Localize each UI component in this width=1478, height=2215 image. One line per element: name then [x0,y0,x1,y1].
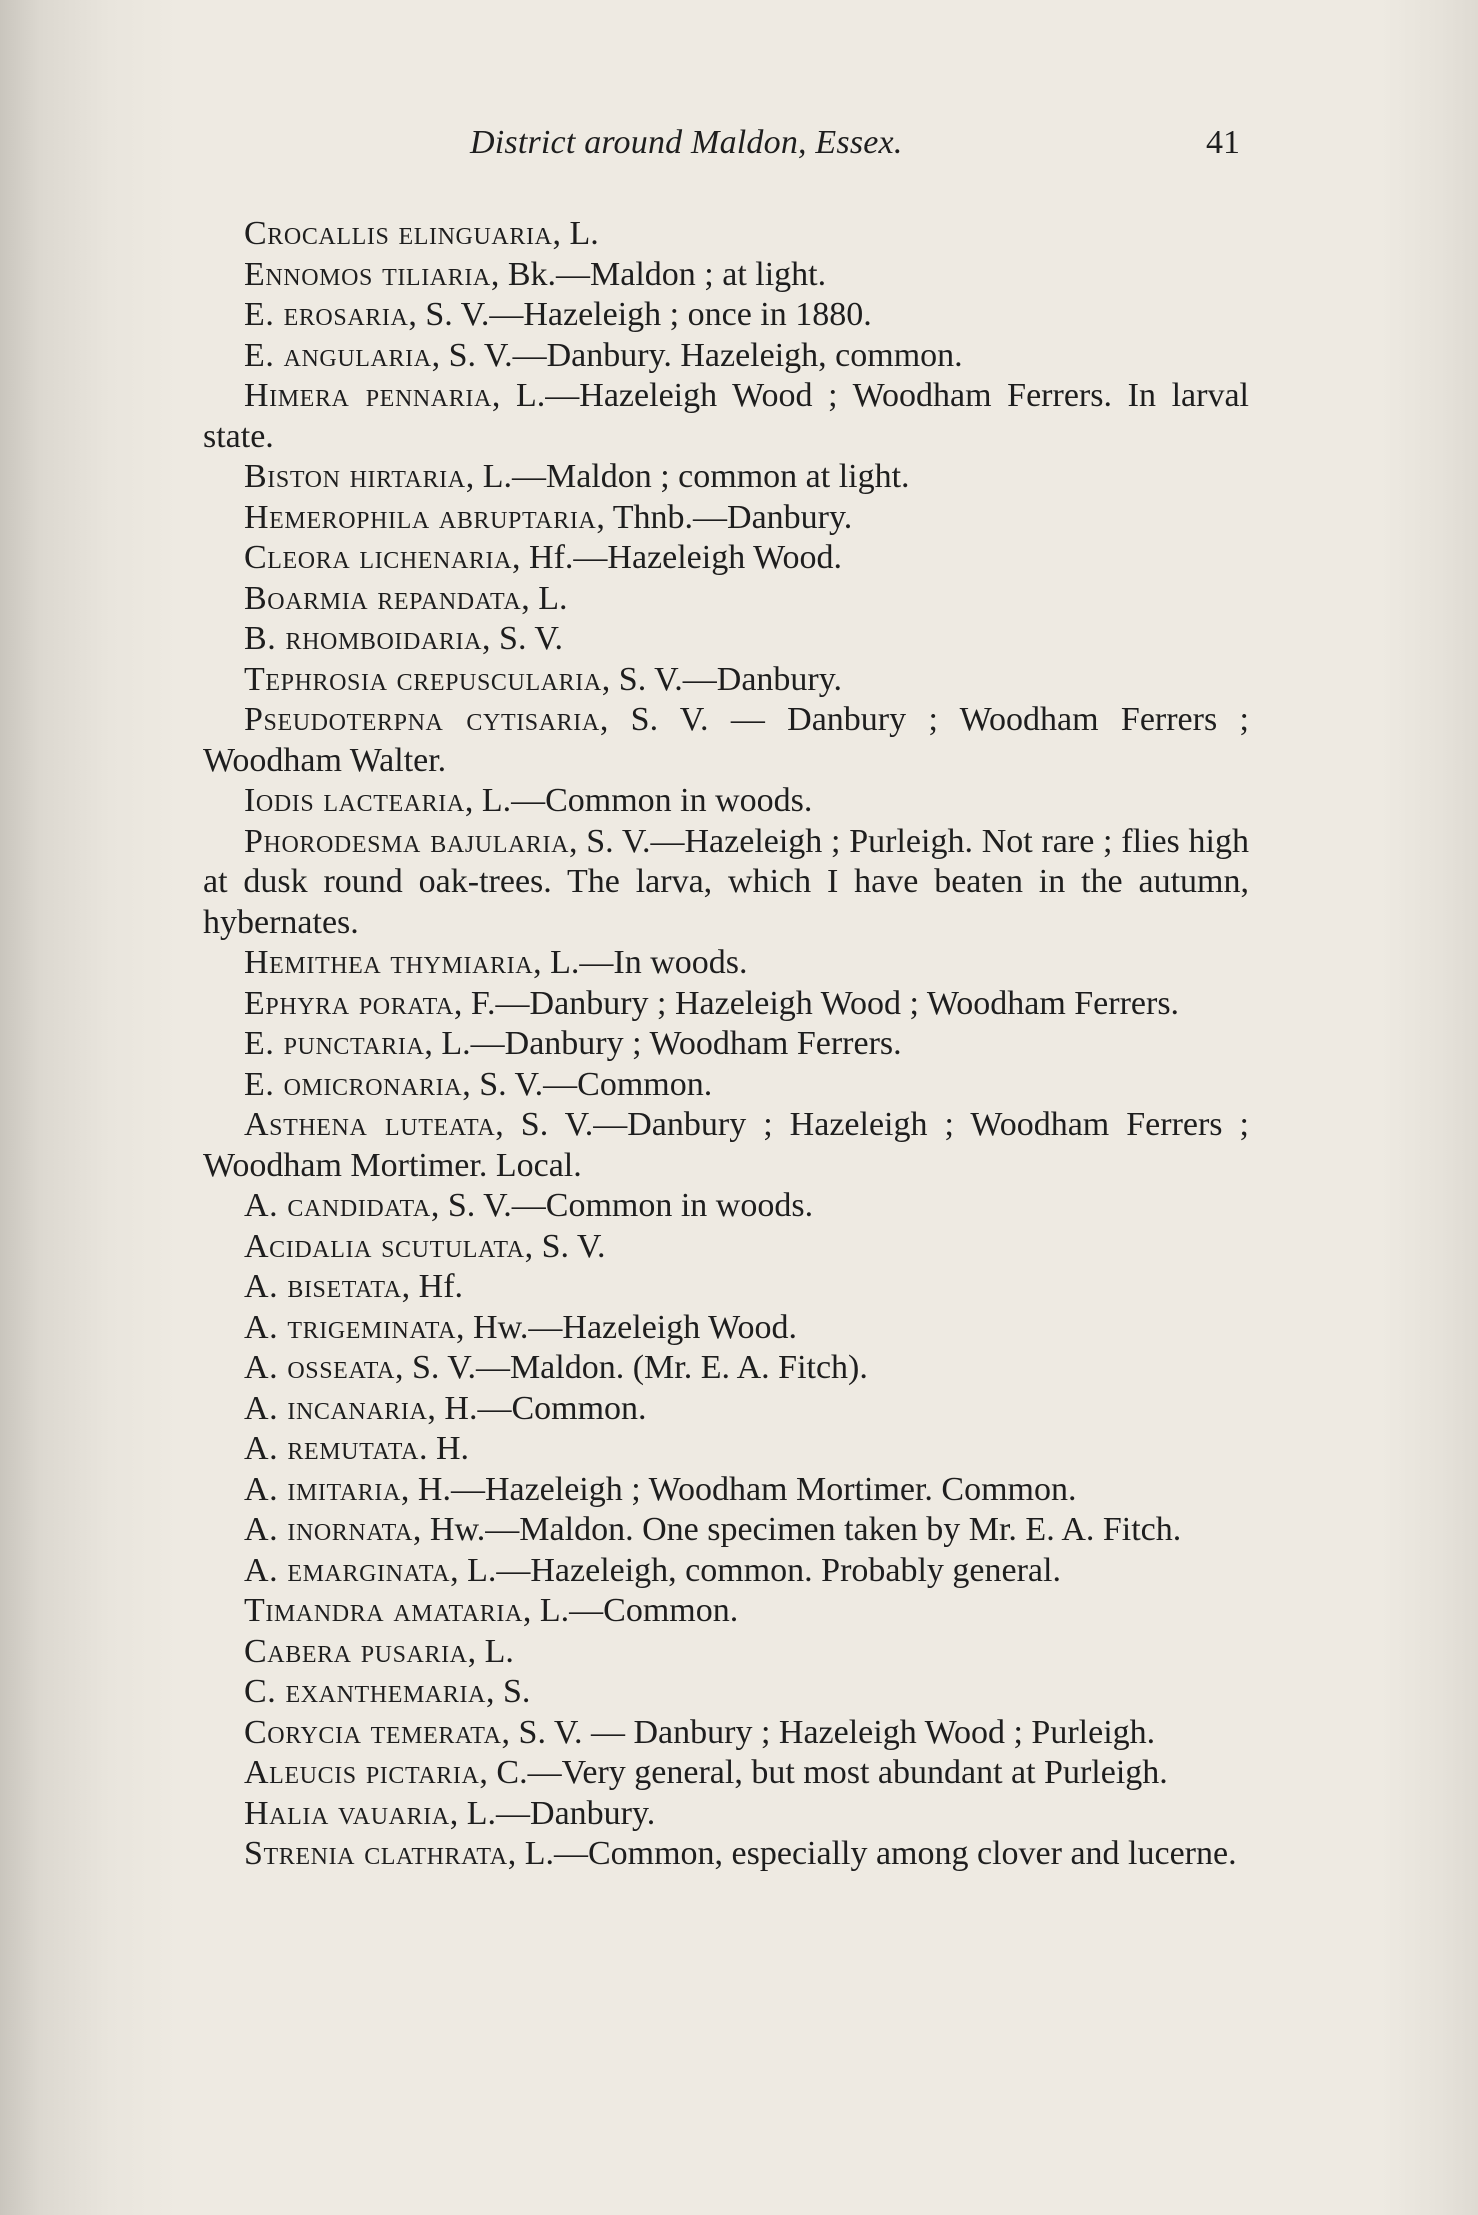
list-item [203,1308,1249,1349]
list-item [203,1551,1249,1592]
species-note: , S. V.—Common. [462,1065,713,1103]
list-item [203,1429,1249,1470]
species-name: A. emarginata [244,1551,451,1589]
list-item [203,1510,1249,1551]
list-item [203,781,1249,822]
species-name: E. punctaria [244,1025,425,1062]
species-name: E. erosaria [244,296,409,333]
species-name: Tephrosia crepuscularia [244,660,602,698]
species-name: Asthena luteata [244,1106,496,1143]
list-item [203,376,1249,457]
species-name: Cleora lichenaria [244,539,513,576]
species-note: , Hf.—Hazeleigh Wood. [512,539,842,576]
list-item [203,1227,1249,1268]
list-item [203,498,1249,539]
species-name: B. rhomboidaria [244,620,483,657]
species-name: Acidalia scutulata [244,1227,525,1265]
species-note: , S. V.—Common in woods. [430,1187,814,1224]
species-note: , S. V.—Maldon. (Mr. E. A. Fitch). [394,1349,868,1386]
page-number: 41 [1206,124,1240,161]
list-item [203,295,1249,336]
species-note: , S. [486,1673,531,1710]
species-note: , L.—In woods. [533,944,748,981]
species-note: , L.—Common. [522,1592,739,1629]
species-name: Ennomos tiliaria [244,255,491,293]
species-name: Himera pennaria [244,377,492,414]
species-name: E. omicronaria [244,1065,463,1103]
species-note: , L. [467,1632,514,1670]
list-item [203,1753,1249,1794]
list-item [203,457,1249,498]
species-name: Boarmia repandata [244,579,522,617]
species-note: . H. [418,1430,470,1467]
species-name: Iodis lactearia [244,782,465,819]
list-item [203,1065,1249,1106]
list-item [203,336,1249,377]
list-item [203,1794,1249,1835]
species-name: A. candidata [244,1187,431,1224]
list-item [203,255,1249,296]
species-note: , H.—Hazeleigh ; Woodham Mortimer. Common. [400,1470,1077,1508]
species-name: E. angularia [244,336,432,374]
list-item [203,943,1249,984]
species-note: , Thnb.—Danbury. [596,498,853,536]
list-item [203,1470,1249,1511]
species-name: A. osseata [244,1349,395,1386]
species-name: Corycia temerata [244,1713,502,1751]
species-name: A. bisetata [244,1268,402,1305]
page-header [0,124,1478,180]
species-note: , L.—Hazeleigh, common. Probably general. [450,1551,1061,1589]
list-item [203,984,1249,1025]
species-note: , S. V.—Hazeleigh ; once in 1880. [408,296,872,333]
list-item [203,579,1249,620]
species-note: , S. V.—Danbury. [601,660,843,698]
species-note: , H.—Common. [427,1389,647,1427]
list-item [203,1713,1249,1754]
list-item [203,1267,1249,1308]
list-item [203,538,1249,579]
running-title: District around Maldon, Essex. [470,124,903,161]
list-item [203,822,1249,944]
species-note: , Hw.—Maldon. One specimen taken by Mr. E. A. Fitch. [412,1511,1182,1548]
species-note: , S. V.—Danbury. Hazeleigh, common. [431,336,963,374]
species-name: C. exanthemaria [244,1673,486,1710]
list-item [203,1024,1249,1065]
species-name: Crocallis elinguaria [244,215,553,252]
species-name: Halia vauaria [244,1794,450,1832]
species-note: , Hw.—Hazeleigh Wood. [456,1308,797,1346]
list-item [203,660,1249,701]
species-note: , L. [521,579,568,617]
species-note: , S. V. [524,1227,606,1265]
species-name: A. imitaria [244,1470,401,1508]
species-note: , S. V. — Danbury ; Hazeleigh Wood ; Purleigh. [501,1713,1156,1751]
species-note: , C.—Very general, but most abundant at Purleigh. [479,1754,1168,1791]
list-item [203,1834,1249,1875]
species-note: , F.—Danbury ; Hazeleigh Wood ; Woodham Ferrers. [453,984,1180,1022]
species-name: A. inornata [244,1511,413,1548]
species-name: Hemerophila abruptaria [244,498,597,536]
species-note: , S. V. [482,620,563,657]
species-note: , S. V.—Hazeleigh ; Purleigh. Not rare ; flies high at dusk round oak-trees. The larva, which I have beaten in the autumn, hybernates. [203,822,1249,941]
species-name: A. remutata [244,1430,419,1467]
species-name: Phorodesma bajularia [244,822,570,860]
list-item [203,214,1249,255]
species-note: , S. V. — Danbury ; Woodham Ferrers ; Woodham Walter. [203,701,1249,779]
list-item [203,1105,1249,1186]
species-note: , S. V.—Danbury ; Hazeleigh ; Woodham Ferrers ; Woodham Mortimer. Local. [203,1106,1249,1184]
species-name: A. trigeminata [244,1308,457,1346]
list-item [203,1632,1249,1673]
species-name: Hemithea thymiaria [244,944,534,981]
species-name: A. incanaria [244,1389,428,1427]
species-note: , L.—Common, especially among clover and lucerne. [507,1835,1237,1872]
species-note: , L.—Danbury. [449,1794,656,1832]
species-note: , Bk.—Maldon ; at light. [490,255,827,293]
list-item [203,1186,1249,1227]
species-note: , L.—Hazeleigh Wood ; Woodham Ferrers. In larval state. [203,377,1249,455]
species-name: Strenia clathrata [244,1835,508,1872]
species-name: Biston hirtaria [244,458,466,495]
species-name: Timandra amataria [244,1592,523,1629]
species-name: Pseudoterpna cytisaria [244,701,600,738]
list-item [203,700,1249,781]
species-note: , L.—Maldon ; common at light. [465,458,910,495]
species-note: , Hf. [401,1268,464,1305]
list-item [203,1348,1249,1389]
species-name: Aleucis pictaria [244,1754,480,1791]
species-note: , L.—Danbury ; Woodham Ferrers. [424,1025,902,1062]
species-list [203,214,1249,1875]
species-name: Cabera pusaria [244,1632,468,1670]
species-note: , L.—Common in woods. [464,782,813,819]
list-item [203,619,1249,660]
list-item [203,1389,1249,1430]
species-name: Ephyra porata [244,984,454,1022]
species-note: , L. [552,215,599,252]
list-item [203,1591,1249,1632]
list-item [203,1672,1249,1713]
